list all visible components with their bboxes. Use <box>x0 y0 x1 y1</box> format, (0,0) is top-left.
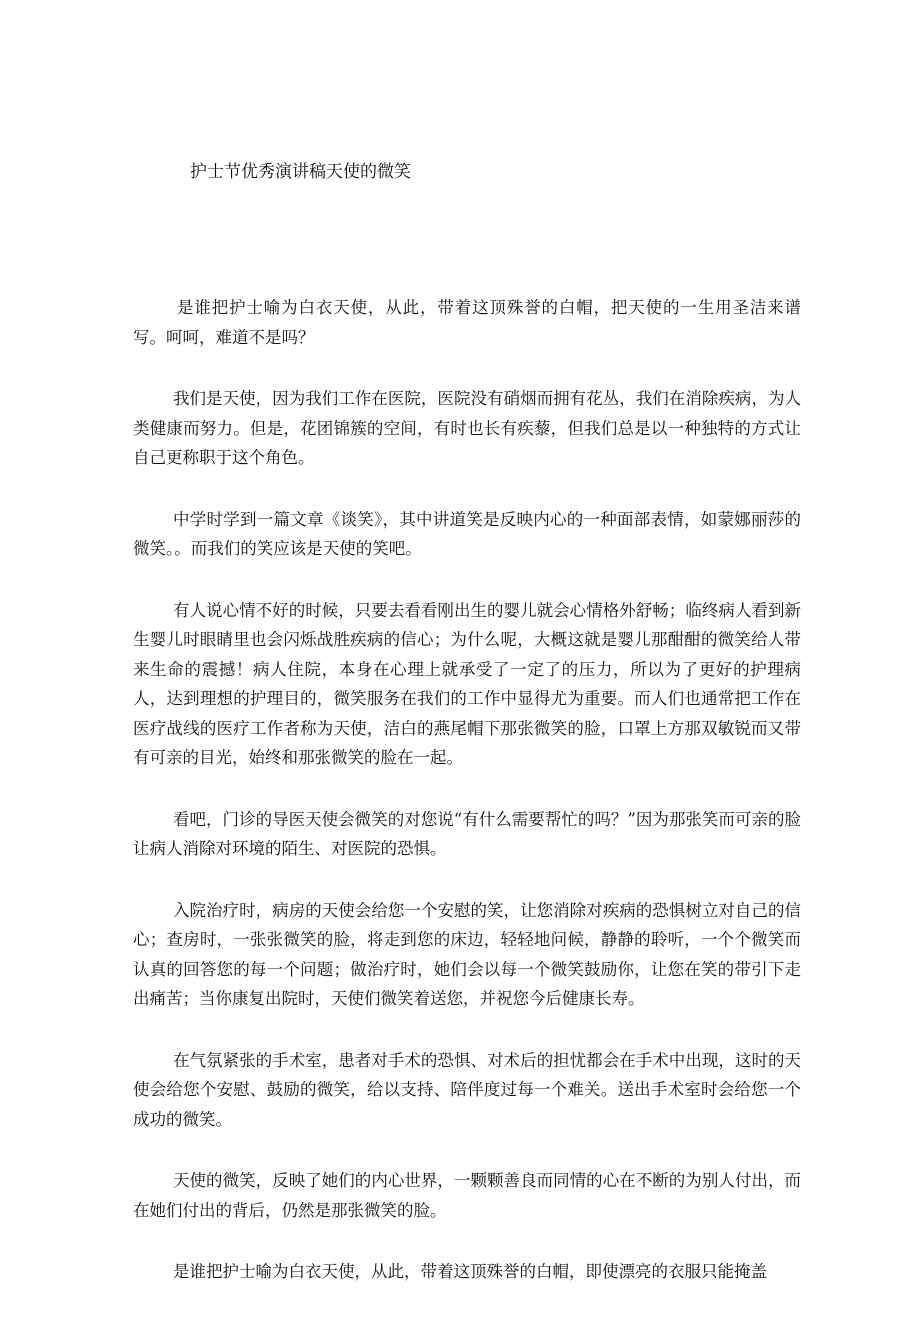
paragraph: 是谁把护士喻为白衣天使，从此，带着这顶殊誉的白帽，即使漂亮的衣服只能掩盖 <box>173 1262 767 1281</box>
document-title: 护士节优秀演讲稿天使的微笑 <box>190 162 411 182</box>
paragraph: 在气氛紧张的手术室，患者对手术的恐惧、对术后的担忧都会在手术中出现，这时的天使会给您个安慰、鼓励的微笑，给以支持、陪伴度过每一个难关。送出手术室时会给您一个成功的微笑。 <box>133 1050 801 1129</box>
paragraph: 有人说心情不好的时候，只要去看看刚出生的婴儿就会心情格外舒畅；临终病人看到新生婴儿时眼睛里也会闪烁战胜疾病的信心；为什么呢，大概这就是婴儿那酣酣的微笑给人带来生命的震撼！病人住院，本身在心理上就承受了一定了的压力，所以为了更好的护理病人，达到理想的护理目的，微笑服务在我们的工作中显得尤为重要。而人们也通常把工作在医疗战线的医疗工作者称为天使，洁白的燕尾帽下那张微笑的脸，口罩上方那双敏锐而又带有可亲的目光，始终和那张微笑的脸在一起。 <box>133 600 801 767</box>
paragraph: 入院治疗时，病房的天使会给您一个安慰的笑，让您消除对疾病的恐惧树立对自己的信心；查房时，一张张微笑的脸，将走到您的床边，轻轻地问候，静静的聆听，一个个微笑而认真的回答您的每一个问题；做治疗时，她们会以每一个微笑鼓励你，让您在笑的带引下走出痛苦；当你康复出院时，天使们微笑着送您，并祝您今后健康长寿。 <box>133 900 801 1008</box>
paragraph: 我们是天使，因为我们工作在医院，医院没有硝烟而拥有花丛，我们在消除疾病，为人类健康而努力。但是，花团锦簇的空间，有时也长有疾藜，但我们总是以一种独特的方式让自己更称职于这个角色。 <box>133 389 801 467</box>
paragraph: 中学时学到一篇文章《谈笑》，其中讲道笑是反映内心的一种面部表情，如蒙娜丽莎的微笑。。而我们的笑应该是天使的笑吧。 <box>133 509 801 558</box>
paragraph: 是谁把护士喻为白衣天使，从此，带着这顶殊誉的白帽，把天使的一生用圣洁来谱写。呵呵，难道不是吗？ <box>133 298 801 347</box>
document-body <box>133 293 801 1319</box>
paragraph: 看吧，门诊的导医天使会微笑的对您说“有什么需要帮忙的吗？”因为那张笑而可亲的脸让病人消除对环境的陌生、对医院的恐惧。 <box>133 809 801 858</box>
paragraph: 天使的微笑，反映了她们的内心世界，一颗颗善良而同情的心在不断的为别人付出，而在她们付出的背后，仍然是那张微笑的脸。 <box>133 1171 801 1220</box>
